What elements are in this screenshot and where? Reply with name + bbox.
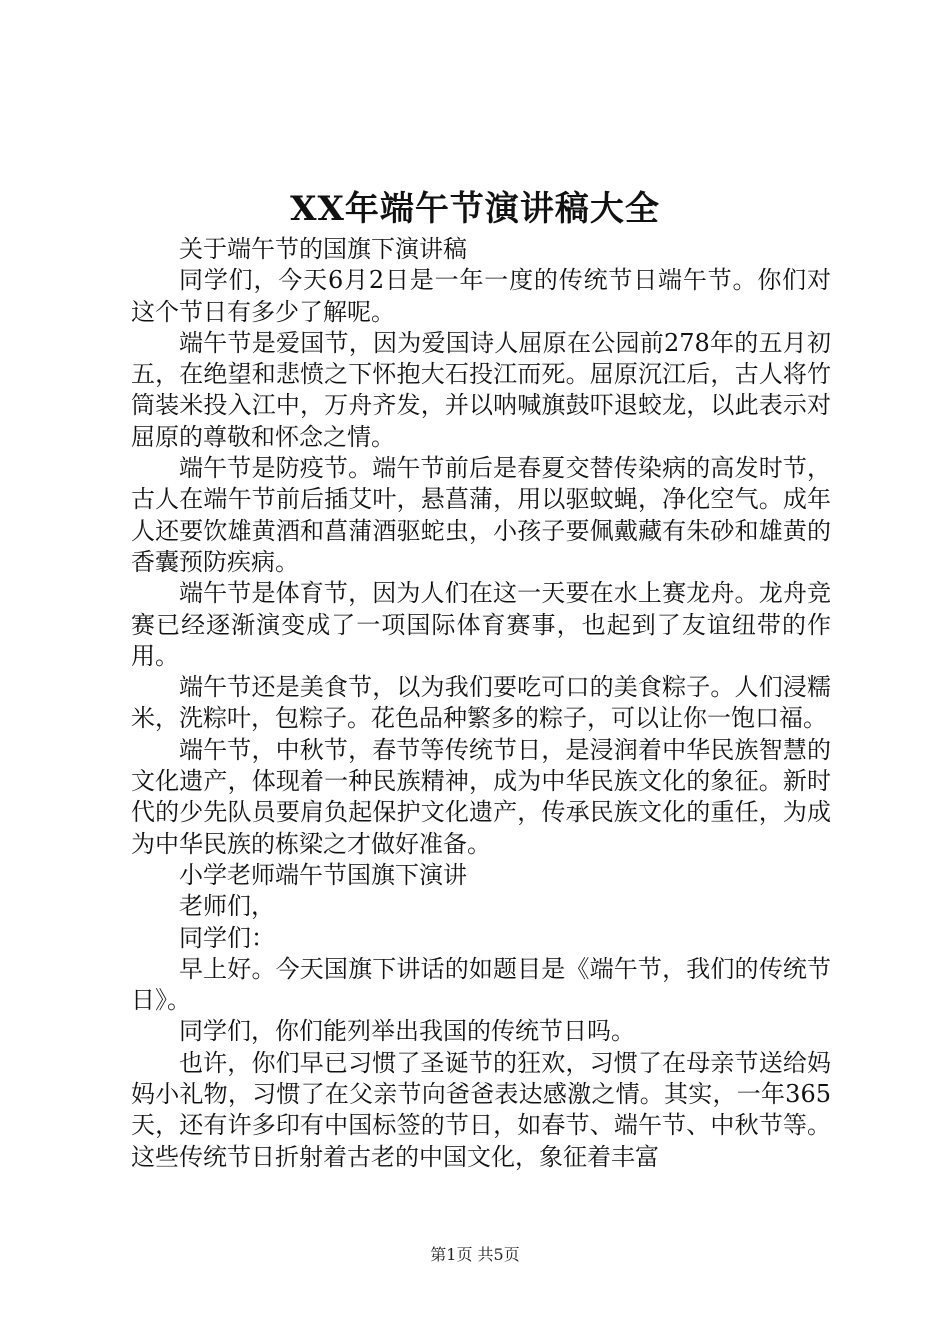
- document-title: XX年端午节演讲稿大全: [290, 189, 660, 229]
- paragraph: 端午节是爱国节，因为爱国诗人屈原在公园前278年的五月初五，在绝望和悲愤之下怀抱大石投江而死。屈原沉江后，古人将竹筒装米投入江中，万舟齐发，并以呐喊旗鼓吓退蛟龙，以此表示对屈原的尊敬和怀念之情。: [131, 328, 831, 451]
- paragraph-section-heading-1: 关于端午节的国旗下演讲稿: [179, 235, 467, 263]
- page-number-footer: 第1页 共5页: [430, 1245, 520, 1264]
- paragraph: 同学们，今天6月2日是一年一度的传统节日端午节。你们对这个节日有多少了解呢。: [131, 266, 831, 326]
- paragraph: 端午节还是美食节，以为我们要吃可口的美食粽子。人们浸糯米，洗粽叶，包粽子。花色品种繁多的粽子，可以让你一饱口福。: [131, 673, 831, 733]
- paragraph: 早上好。今天国旗下讲话的如题目是《端午节，我们的传统节日》。: [131, 954, 831, 1015]
- paragraph-salutation: 同学们：: [179, 923, 275, 952]
- paragraph: 端午节是体育节，因为人们在这一天要在水上赛龙舟。龙舟竞赛已经逐渐演变成了一项国际体育赛事，也起到了友谊纽带的作用。: [131, 579, 831, 670]
- paragraph-salutation: 老师们，: [179, 892, 275, 921]
- paragraph: 端午节是防疫节。端午节前后是春夏交替传染病的高发时节，古人在端午节前后插艾叶，悬菖蒲，用以驱蚊蝇，净化空气。成年人还要饮雄黄酒和菖蒲酒驱蛇虫，小孩子要佩戴藏有朱砂和雄黄的香囊预防疾病。: [131, 454, 831, 576]
- document-body: [131, 234, 831, 1173]
- paragraph-section-heading-2: 小学老师端午节国旗下演讲: [179, 860, 467, 889]
- paragraph: 端午节，中秋节，春节等传统节日，是浸润着中华民族智慧的文化遗产，体现着一种民族精神，成为中华民族文化的象征。新时代的少先队员要肩负起保护文化遗产，传承民族文化的重任，为成为中华民族的栋梁之才做好准备。: [131, 735, 831, 858]
- paragraph: 同学们，你们能列举出我国的传统节日吗。: [179, 1017, 635, 1046]
- paragraph: 也许，你们早已习惯了圣诞节的狂欢，习惯了在母亲节送给妈妈小礼物，习惯了在父亲节向爸爸表达感激之情。其实，一年365天，还有许多印有中国标签的节日，如春节、端午节、中秋节等。这些传统节日折射着古老的中国文化，象征着丰富: [131, 1048, 831, 1171]
